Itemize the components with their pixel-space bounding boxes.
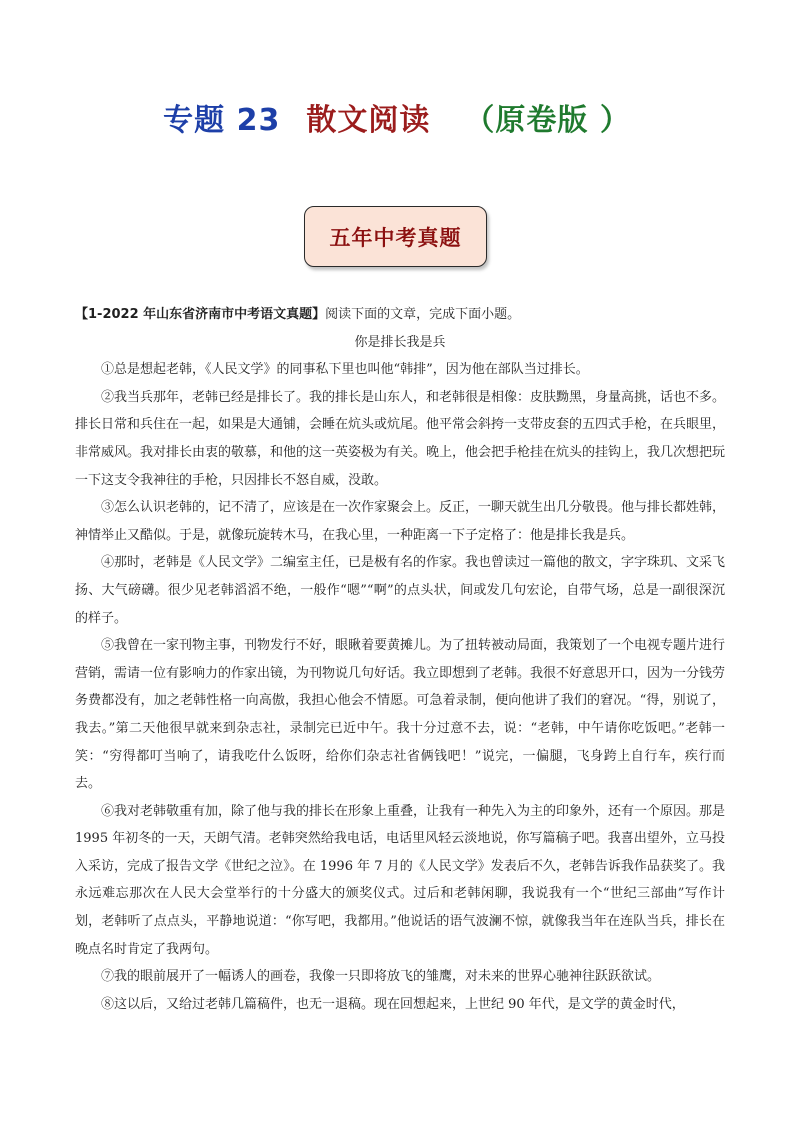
article-paragraph-4: ④那时，老韩是《人民文学》二编室主任，已是极有名的作家。我也曾读过一篇他的散文，字字珠玑、文采飞扬、大气磅礴。很少见老韩滔滔不绝，一般作“嗯”“啊”的点头状，间或发几句宏论，自带气场，总是一副很深沉的样子。 [75, 555, 726, 626]
edition-label: （原卷版 ） [464, 103, 631, 138]
page-title [0, 101, 794, 141]
question-source-tag: 【1-2022 年山东省济南市中考语文真题】 [75, 307, 326, 322]
article-paragraph-1: ①总是想起老韩，《人民文学》的同事私下里也叫他“韩排”，因为他在部队当过排长。 [101, 362, 589, 378]
topic-subject: 散文阅读 [306, 103, 431, 138]
article-paragraph-3: ③怎么认识老韩的，记不清了，应该是在一次作家聚会上。反正，一聊天就生出几分敬畏。他与排长都姓韩，神情举止又酷似。于是，就像玩旋转木马，在我心里，一种距离一下子定格了：他是排长我是兵。 [75, 500, 726, 543]
article-paragraph-7: ⑦我的眼前展开了一幅诱人的画卷，我像一只即将放飞的雏鹰，对未来的世界心驰神往跃跃欲试。 [101, 969, 661, 985]
question-body [75, 301, 725, 1018]
section-banner-label: 五年中考真题 [329, 224, 462, 250]
question-instruction: 阅读下面的文章，完成下面小题。 [325, 307, 521, 322]
article-paragraph-2: ②我当兵那年，老韩已经是排长了。我的排长是山东人，和老韩很是相像：皮肤黝黑，身量高挑，话也不多。排长日常和兵住在一起，如果是大通铺，会睡在炕头或炕尾。他平常会斜挎一支带皮套的五四式手枪，在兵眼里，非常威风。我对排长由衷的敬慕，和他的这一英姿极为有关。晚上，他会把手枪挂在炕头的挂钩上，我几次想把玩一下这支令我神往的手枪，只因排长不怒自威，没敢。 [75, 389, 726, 488]
section-banner [304, 206, 487, 267]
question-header [75, 301, 725, 329]
topic-number: 专题 23 [163, 103, 281, 138]
article-title: 你是排长我是兵 [354, 334, 446, 350]
article-paragraph-8: ⑧这以后，又给过老韩几篇稿件，也无一退稿。现在回想起来，上世纪 90 年代，是文学的黄金时代， [101, 996, 685, 1012]
article-paragraph-5: ⑤我曾在一家刊物主事，刊物发行不好，眼瞅着要黄摊儿。为了扭转被动局面，我策划了一个电视专题片进行营销，需请一位有影响力的作家出镜，为刊物说几句好话。我立即想到了老韩。我很不好意思开口，因为一分钱劳务费都没有，加之老韩性格一向高傲，我担心他会不情愿。可急着录制，便向他讲了我们的窘况。“得，别说了，我去。”第二天他很早就来到杂志社，录制完已近中午。我十分过意不去，说：“老韩，中午请你吃饭吧。”老韩一笑：“穷得都叮当响了，请我吃什么饭呀，给你们杂志社省俩钱吧！”说完，一偏腿，飞身跨上自行车，疾行而去。 [75, 638, 726, 792]
article-paragraph-6: ⑥我对老韩敬重有加，除了他与我的排长在形象上重叠，让我有一种先入为主的印象外，还有一个原因。那是 1995 年初冬的一天，天朗气清。老韩突然给我电话，电话里风轻云淡地说，你写篇稿子吧。我喜出望外，立马投入采访，完成了报告文学《世纪之泣》。在 1996 年 7 月的《人民文学》发表后不久，老韩告诉我作品获奖了。我永远难忘那次在人民大会堂举行的十分盛大的颁奖仪式。过后和老韩闲聊，我说我有一个“世纪三部曲”写作计划，老韩听了点点头，平静地说道：“你写吧，我都用。”他说话的语气波澜不惊，就像我当年在连队当兵，排长在晚点名时肯定了我两句。 [75, 803, 726, 957]
